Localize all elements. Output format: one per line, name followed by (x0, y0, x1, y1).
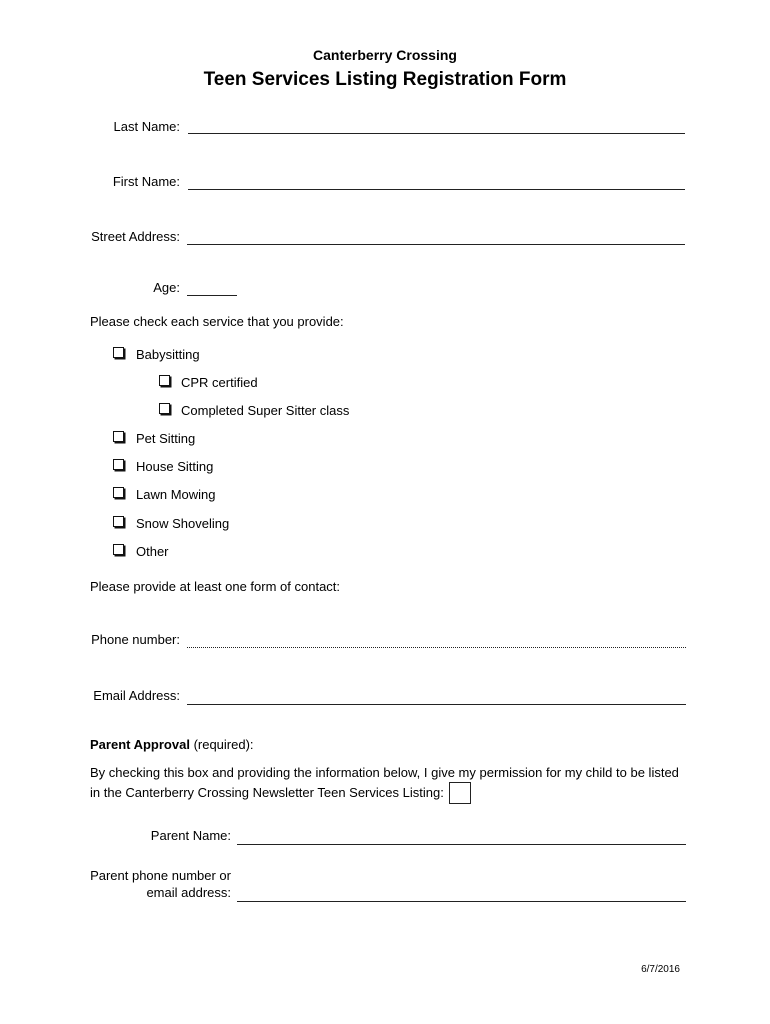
parent-contact-label-line2: email address: (146, 885, 231, 900)
snow-shoveling-label: Snow Shoveling (136, 516, 230, 531)
age-label: Age: (153, 280, 180, 295)
last-name-field[interactable] (188, 133, 685, 134)
lawn-mowing-label: Lawn Mowing (136, 487, 216, 502)
parent-approval-required: (required): (193, 737, 254, 752)
lawn-mowing-checkbox[interactable] (113, 487, 124, 498)
street-address-label: Street Address: (91, 229, 180, 244)
email-address-label: Email Address: (93, 688, 180, 703)
first-name-field[interactable] (188, 189, 685, 190)
email-address-field[interactable] (187, 704, 686, 705)
phone-number-label: Phone number: (91, 632, 180, 647)
first-name-label: First Name: (112, 174, 180, 189)
parent-consent-checkbox[interactable] (449, 782, 471, 804)
other-label: Other (136, 544, 169, 559)
cpr-certified-checkbox[interactable] (159, 375, 170, 386)
house-sitting-checkbox[interactable] (113, 459, 124, 470)
parent-approval-title: Parent Approval (90, 737, 190, 752)
street-address-field[interactable] (187, 244, 685, 245)
phone-number-field[interactable] (187, 647, 686, 648)
revision-date: 6/7/2016 (641, 964, 680, 975)
organization-name: Canterberry Crossing (313, 47, 457, 63)
house-sitting-label: House Sitting (136, 459, 214, 474)
contact-prompt: Please provide at least one form of contact: (90, 579, 341, 594)
snow-shoveling-checkbox[interactable] (113, 516, 124, 527)
pet-sitting-checkbox[interactable] (113, 431, 124, 442)
services-prompt: Please check each service that you provide: (90, 314, 344, 329)
age-field[interactable] (187, 295, 237, 296)
parent-name-label: Parent Name: (150, 828, 231, 843)
parent-contact-field[interactable] (237, 901, 686, 902)
super-sitter-checkbox[interactable] (159, 403, 170, 414)
consent-text-line2: in the Canterberry Crossing Newsletter Teen Services Listing: (90, 785, 444, 800)
cpr-certified-label: CPR certified (181, 375, 258, 390)
other-checkbox[interactable] (113, 544, 124, 555)
babysitting-checkbox[interactable] (113, 347, 124, 358)
parent-name-field[interactable] (237, 844, 686, 845)
consent-text-line1: By checking this box and providing the information below, I give my permission for my child to be listed (90, 765, 679, 780)
pet-sitting-label: Pet Sitting (136, 431, 196, 446)
last-name-label: Last Name: (113, 119, 180, 134)
parent-contact-label-line1: Parent phone number or (90, 868, 231, 883)
babysitting-label: Babysitting (136, 347, 200, 362)
parent-approval-heading (90, 737, 254, 752)
super-sitter-label: Completed Super Sitter class (181, 403, 350, 418)
form-title: Teen Services Listing Registration Form (203, 69, 567, 90)
